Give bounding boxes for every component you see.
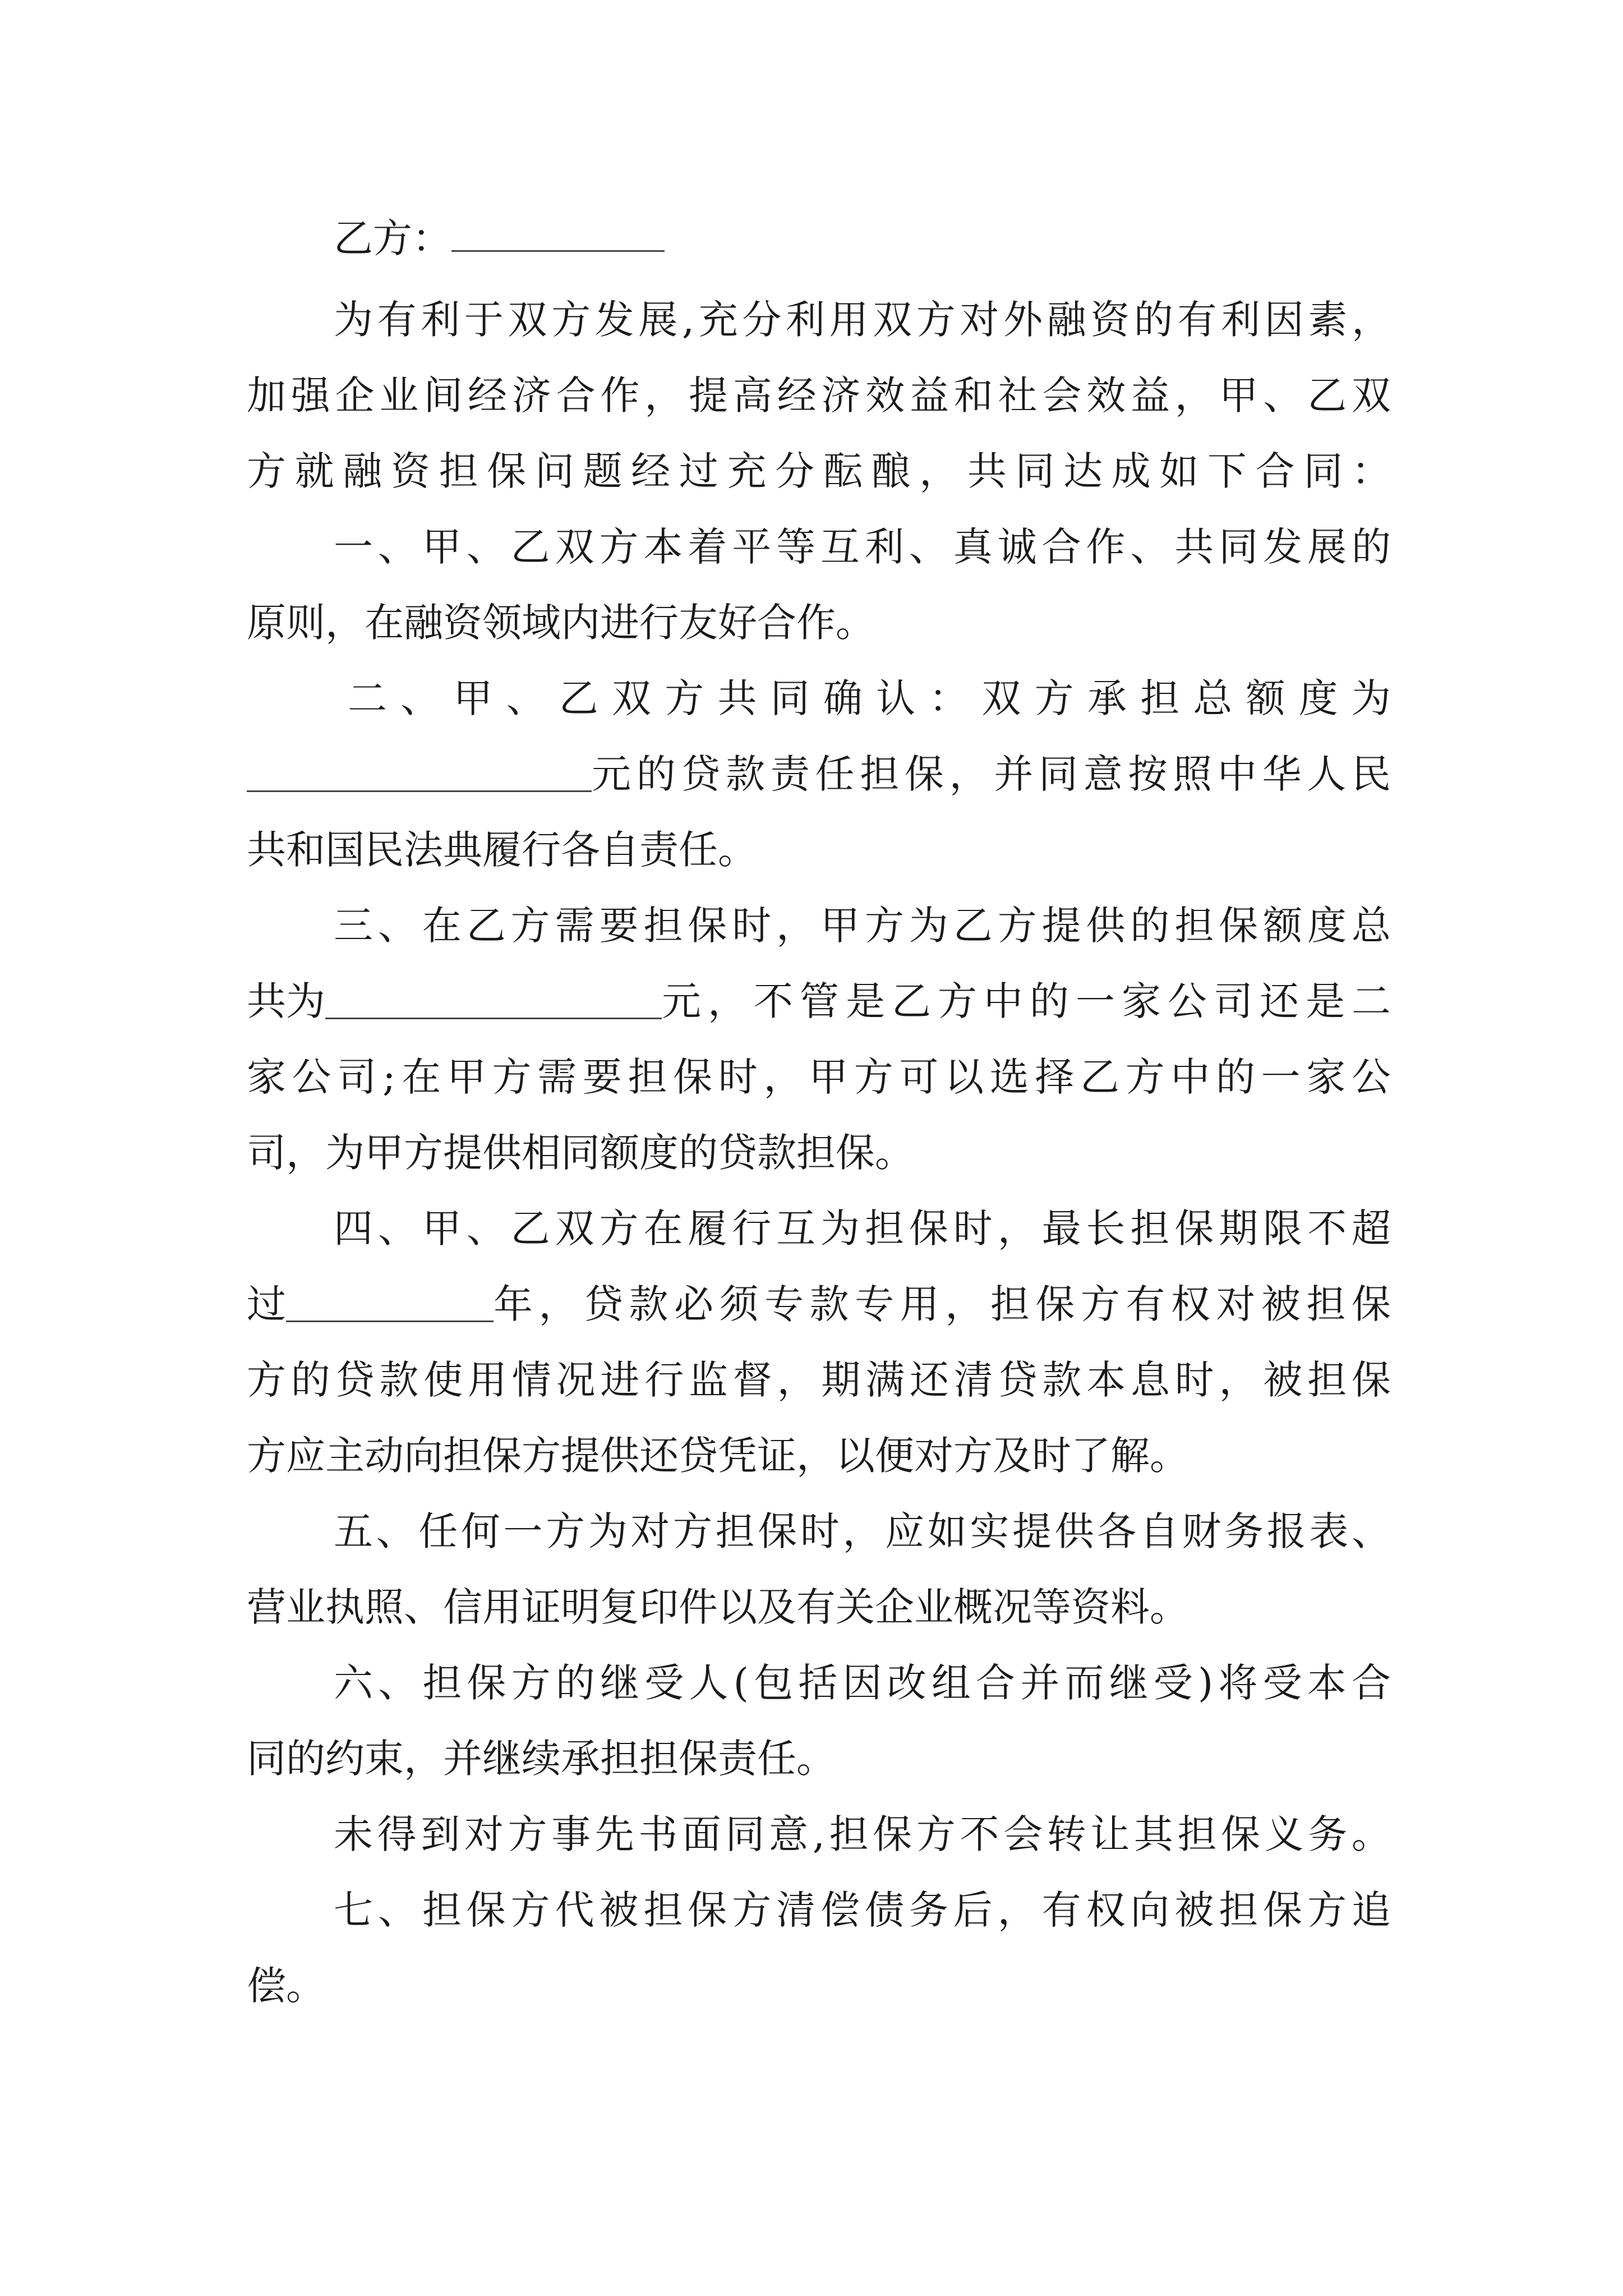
clause-2-line-2-text: 元的贷款责任担保，并同意按照中华人民 [592,751,1391,797]
clause-6-line-2: 同的约束，并继续承担担保责任。 [247,1736,836,1782]
party-b-blank [451,217,665,252]
term-years-blank [286,1287,494,1322]
clause-1-line-2: 原则，在融资领域内进行友好合作。 [247,600,875,646]
clause-6-line-1: 六、担保方的继受人(包括因改组合并而继受)将受本合 [334,1660,1391,1706]
guarantee-amount-blank [325,984,662,1019]
clause-4-line-4: 方应主动向担保方提供还贷凭证，以便对方及时了解。 [247,1433,1189,1479]
clause-3-line-3: 家公司;在甲方需要担保时，甲方可以选择乙方中的一家公 [247,1054,1391,1100]
clause-3-line-2-text: 元，不管是乙方中的一家公司还是二 [662,978,1391,1024]
transfer-restriction-line: 未得到对方事先书面同意,担保方不会转让其担保义务。 [334,1811,1391,1857]
clause-3-line-2-prefix: 共为 [247,978,325,1024]
clause-4-line-2 [247,1265,1391,1343]
clause-3-line-4: 司，为甲方提供相同额度的贷款担保。 [247,1130,914,1176]
clause-7-line-1: 七、担保方代被担保方清偿债务后，有权向被担保方追 [334,1887,1391,1933]
clause-2-line-2 [247,735,1391,813]
preamble-line-1: 为有利于双方发展,充分利用双方对外融资的有利因素， [334,297,1391,343]
clause-3-line-2 [247,962,1391,1041]
clause-4-line-3: 方的贷款使用情况进行监督，期满还清贷款本息时，被担保 [247,1357,1391,1403]
clause-4-line-2-prefix: 过 [247,1281,286,1327]
clause-2-line-1: 二、甲、乙双方共同确认：双方承担总额度为 [348,675,1391,721]
preamble-line-3: 方就融资担保问题经过充分酝酿，共同达成如下合同： [247,448,1391,494]
clause-3-line-1: 三、在乙方需要担保时，甲方为乙方提供的担保额度总 [334,903,1391,949]
clause-5-line-1: 五、任何一方为对方担保时，应如实提供各自财务报表、 [334,1508,1391,1554]
party-b-label: 乙方： [334,215,451,261]
party-b-line [334,199,1391,278]
clause-1-line-1: 一、甲、乙双方本着平等互利、真诚合作、共同发展的 [334,524,1391,570]
clause-4-line-2-text: 年，贷款必须专款专用，担保方有权对被担保 [494,1281,1391,1327]
preamble-line-2: 加强企业间经济合作，提高经济效益和社会效益，甲、乙双 [247,372,1391,418]
clause-2-line-3: 共和国民法典履行各自责任。 [247,827,757,873]
clause-5-line-2: 营业执照、信用证明复印件以及有关企业概况等资料。 [247,1584,1189,1630]
total-amount-blank [247,757,592,792]
clause-4-line-1: 四、甲、乙双方在履行互为担保时，最长担保期限不超 [334,1205,1391,1251]
clause-7-line-2: 偿。 [247,1963,325,2009]
